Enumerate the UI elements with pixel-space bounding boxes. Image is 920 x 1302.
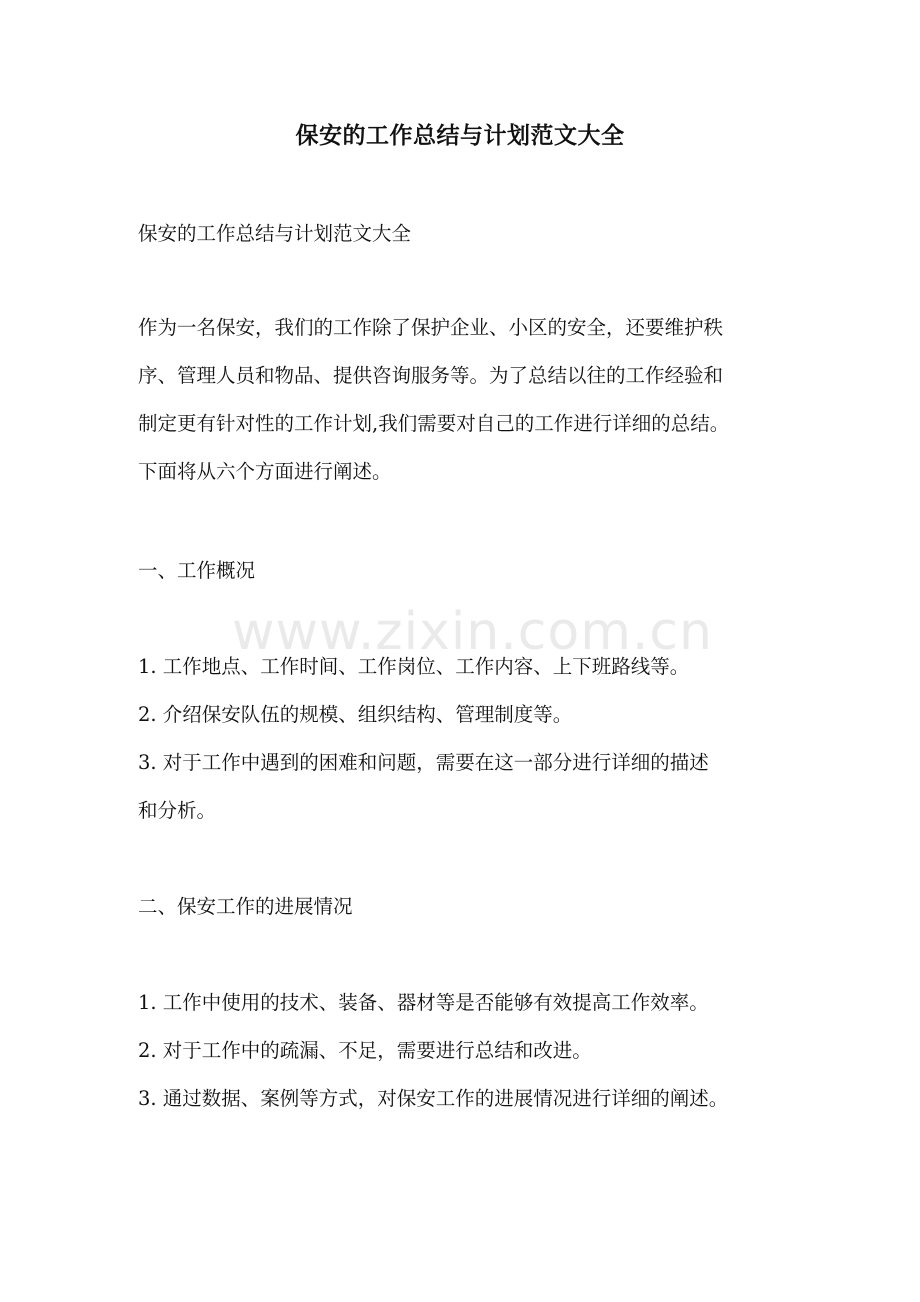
paragraph-line: 下面将从六个方面进行阐述。 <box>138 460 392 483</box>
list-item: 1. 工作中使用的技术、装备、器材等是否能够有效提高工作效率。 <box>138 991 709 1014</box>
watermark: www.zixin.com.cn <box>232 602 713 662</box>
list-item: 3. 通过数据、案例等方式，对保安工作的进展情况进行详细的阐述。 <box>138 1087 729 1110</box>
paragraph-line: 作为一名保安，我们的工作除了保护企业、小区的安全，还要维护秩 <box>138 316 724 339</box>
list-item: 3. 对于工作中遇到的困难和问题，需要在这一部分进行详细的描述 <box>138 751 709 774</box>
document-subtitle: 保安的工作总结与计划范文大全 <box>138 222 412 245</box>
paragraph-line: 制定更有针对性的工作计划,我们需要对自己的工作进行详细的总结。 <box>138 412 730 435</box>
list-item: 2. 对于工作中的疏漏、不足，需要进行总结和改进。 <box>138 1039 592 1062</box>
document-title: 保安的工作总结与计划范文大全 <box>295 122 625 149</box>
section-heading-overview: 一、工作概况 <box>138 559 256 582</box>
list-item: 和分析。 <box>138 799 217 822</box>
paragraph-line: 序、管理人员和物品、提供咨询服务等。为了总结以往的工作经验和 <box>138 364 724 387</box>
section-heading-progress: 二、保安工作的进展情况 <box>138 895 353 918</box>
list-item: 1. 工作地点、工作时间、工作岗位、工作内容、上下班路线等。 <box>138 655 690 678</box>
list-item: 2. 介绍保安队伍的规模、组织结构、管理制度等。 <box>138 703 573 726</box>
